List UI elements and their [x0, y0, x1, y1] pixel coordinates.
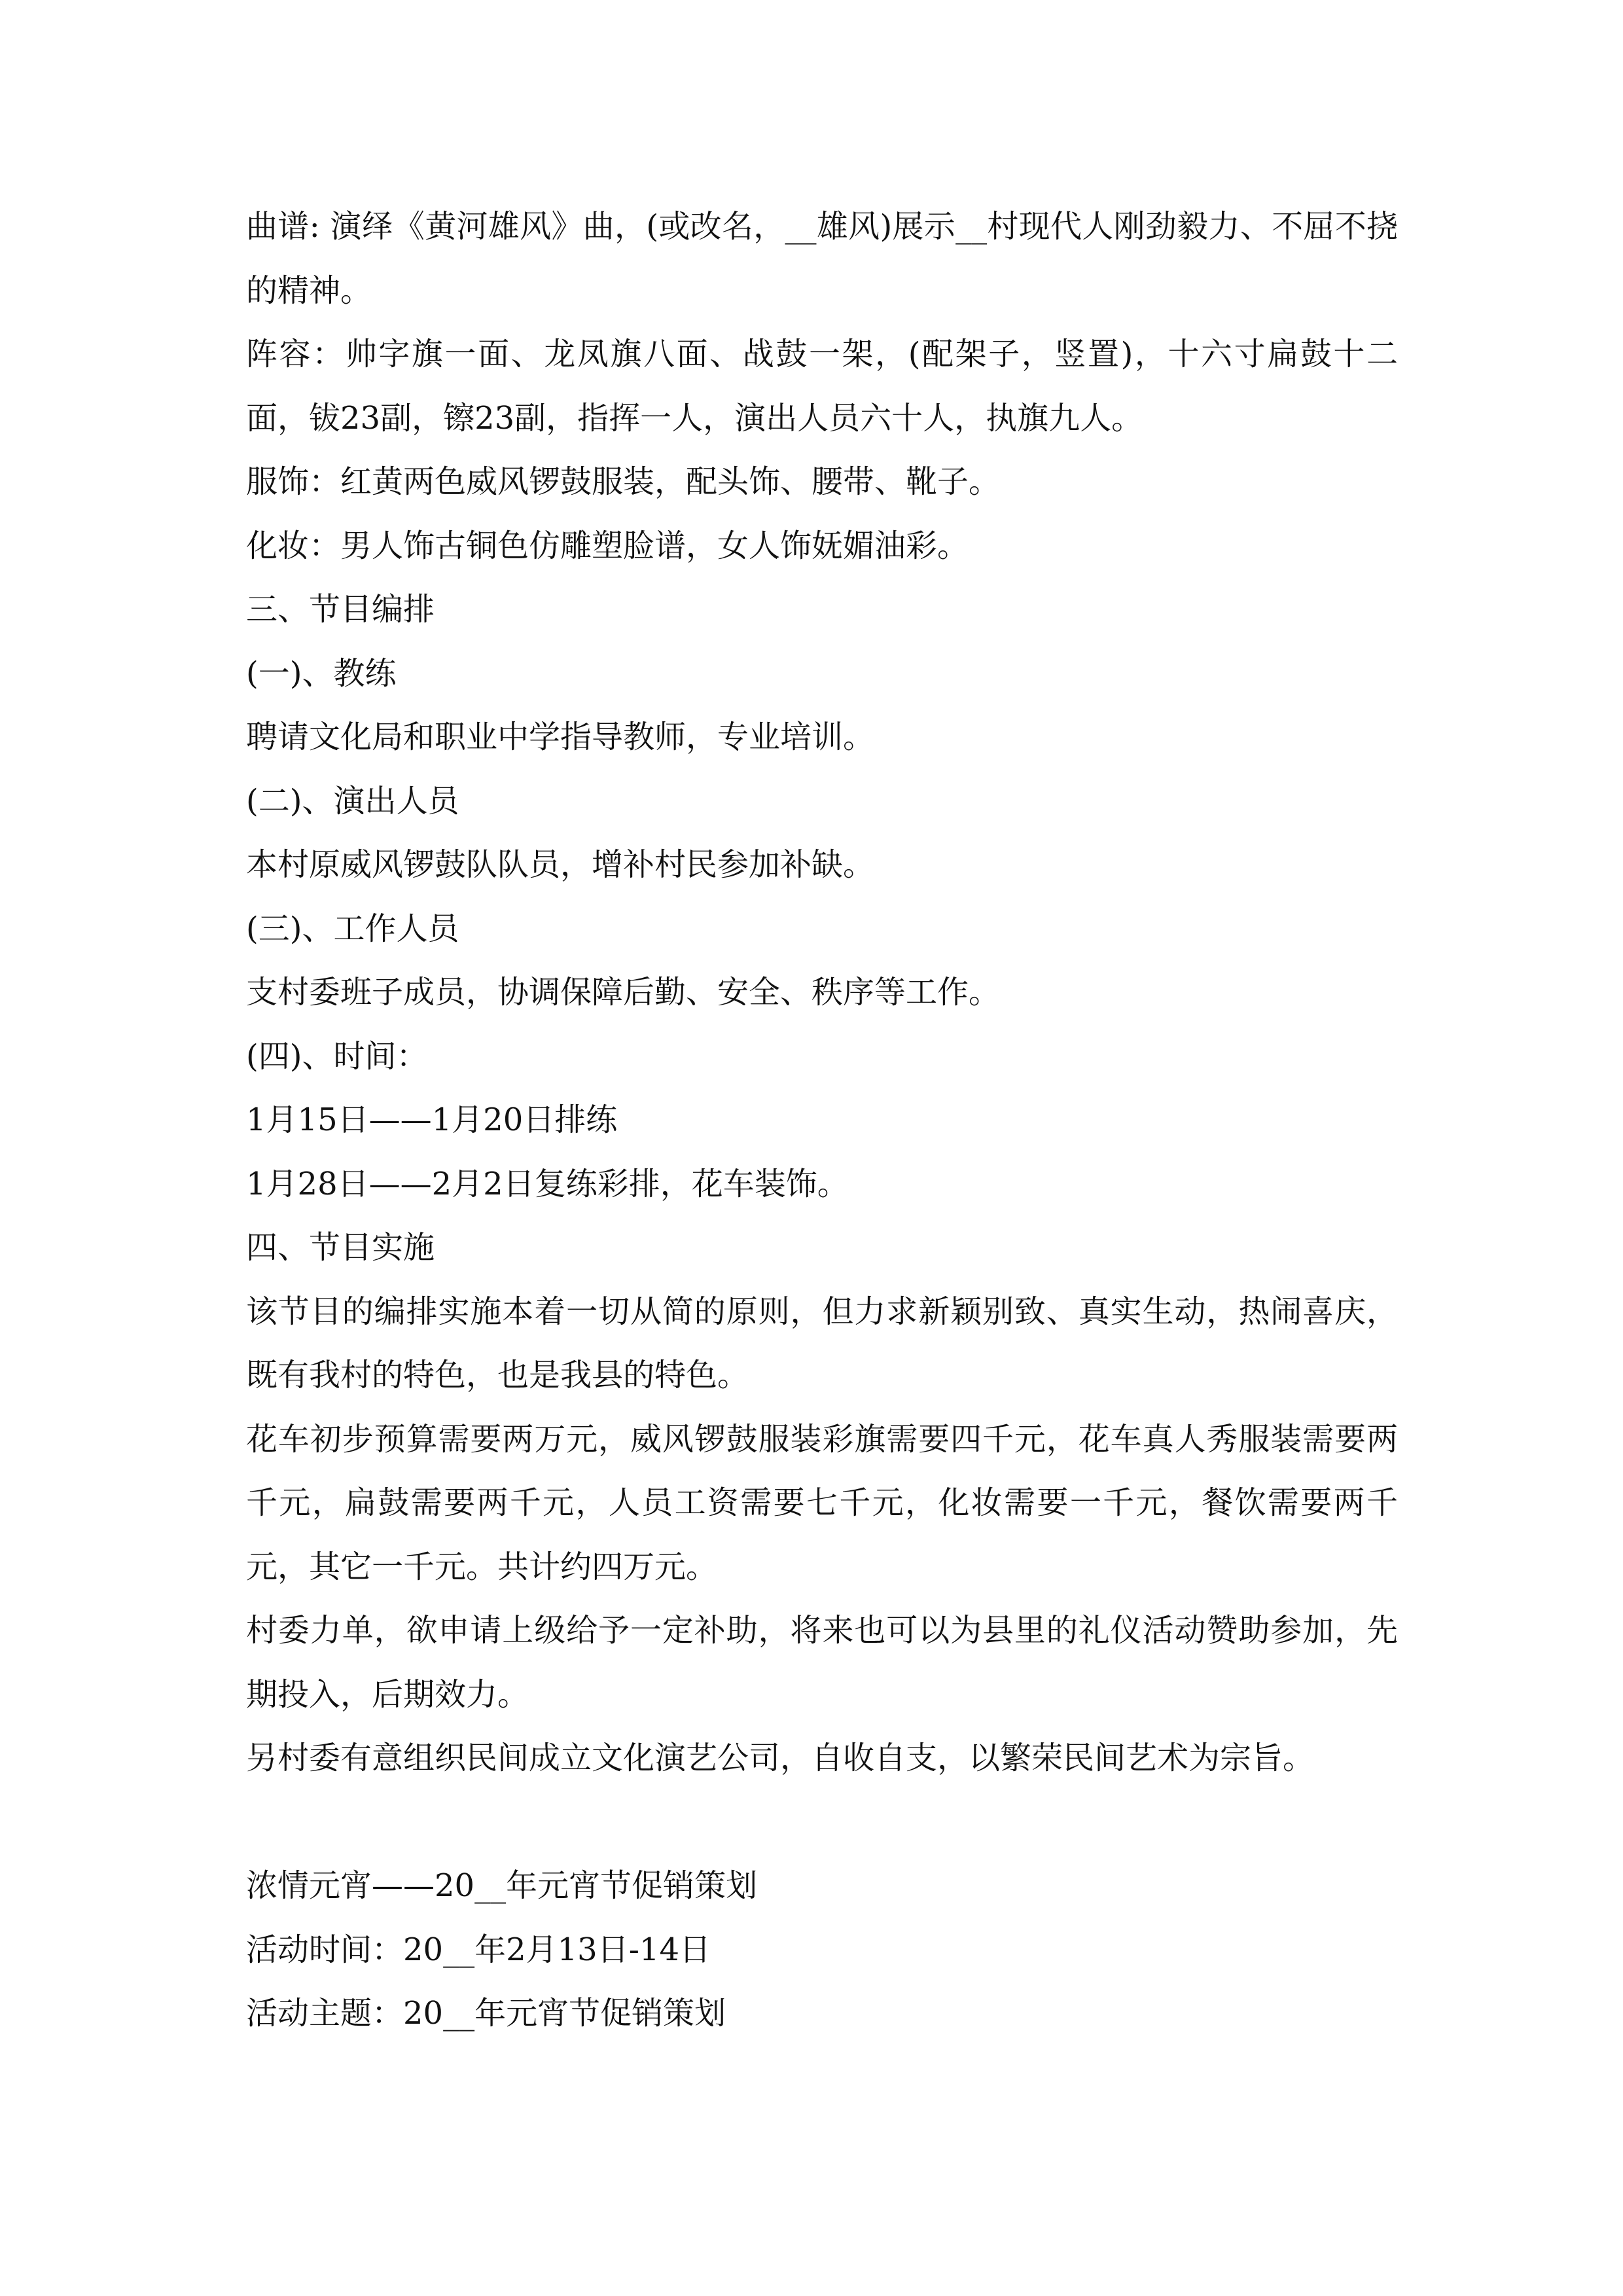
paragraph-score: 曲谱: 演绎《黄河雄风》曲，(或改名，__雄风)展示__村现代人刚劲毅力、不屈不挠的精神。	[246, 208, 1398, 309]
section2-title: 浓情元宵——20__年元宵节促销策划	[246, 1867, 758, 1904]
paragraph-subsidy: 村委力单，欲申请上级给予一定补助，将来也可以为县里的礼仪活动赞助参加，先期投入，后期效力。	[246, 1612, 1398, 1713]
paragraph-costume: 服饰：红黄两色威风锣鼓服装，配头饰、腰带、靴子。	[246, 463, 1001, 500]
subheading-coach: (一)、教练	[246, 655, 397, 692]
heading-program-arrangement: 三、节目编排	[246, 591, 435, 628]
paragraph-coach: 聘请文化局和职业中学指导教师，专业培训。	[246, 719, 875, 755]
paragraph-budget: 花车初步预算需要两万元，威风锣鼓服装彩旗需要四千元，花车真人秀服装需要两千元，扁鼓需要两千元，人员工资需要七千元，化妆需要一千元，餐饮需要两千元，其它一千元。共计约四万元。	[246, 1420, 1398, 1585]
paragraph-lineup: 阵容：帅字旗一面、龙凤旗八面、战鼓一架，(配架子，竖置)，十六寸扁鼓十二面，钹23副，镲23副，指挥一人，演出人员六十人，执旗九人。	[246, 336, 1398, 437]
subheading-staff: (三)、工作人员	[246, 910, 459, 947]
document-body	[246, 195, 1398, 2046]
paragraph-staff: 支村委班子成员，协调保障后勤、安全、秩序等工作。	[246, 974, 1001, 1011]
paragraph-company: 另村委有意组织民间成立文化演艺公司，自收自支，以繁荣民间艺术为宗旨。	[246, 1740, 1315, 1776]
section2-activity-theme: 活动主题：20__年元宵节促销策划	[246, 1995, 726, 2032]
paragraph-principle: 该节目的编排实施本着一切从简的原则，但力求新颖别致、真实生动，热闹喜庆，既有我村的特色，也是我县的特色。	[246, 1293, 1398, 1393]
subheading-time: (四)、时间：	[246, 1037, 428, 1075]
paragraph-performers: 本村原威风锣鼓队队员，增补村民参加补缺。	[246, 846, 875, 883]
subheading-performers: (二)、演出人员	[246, 782, 459, 819]
heading-program-implementation: 四、节目实施	[246, 1229, 435, 1266]
section2-activity-time: 活动时间：20__年2月13日-14日	[246, 1931, 711, 1968]
paragraph-makeup: 化妆：男人饰古铜色仿雕塑脸谱，女人饰妩媚油彩。	[246, 527, 969, 564]
section-spacer	[246, 1791, 1398, 1855]
paragraph-dress-rehearsal: 1月28日——2月2日复练彩排，花车装饰。	[246, 1165, 849, 1202]
paragraph-rehearsal: 1月15日——1月20日排练	[246, 1102, 618, 1138]
